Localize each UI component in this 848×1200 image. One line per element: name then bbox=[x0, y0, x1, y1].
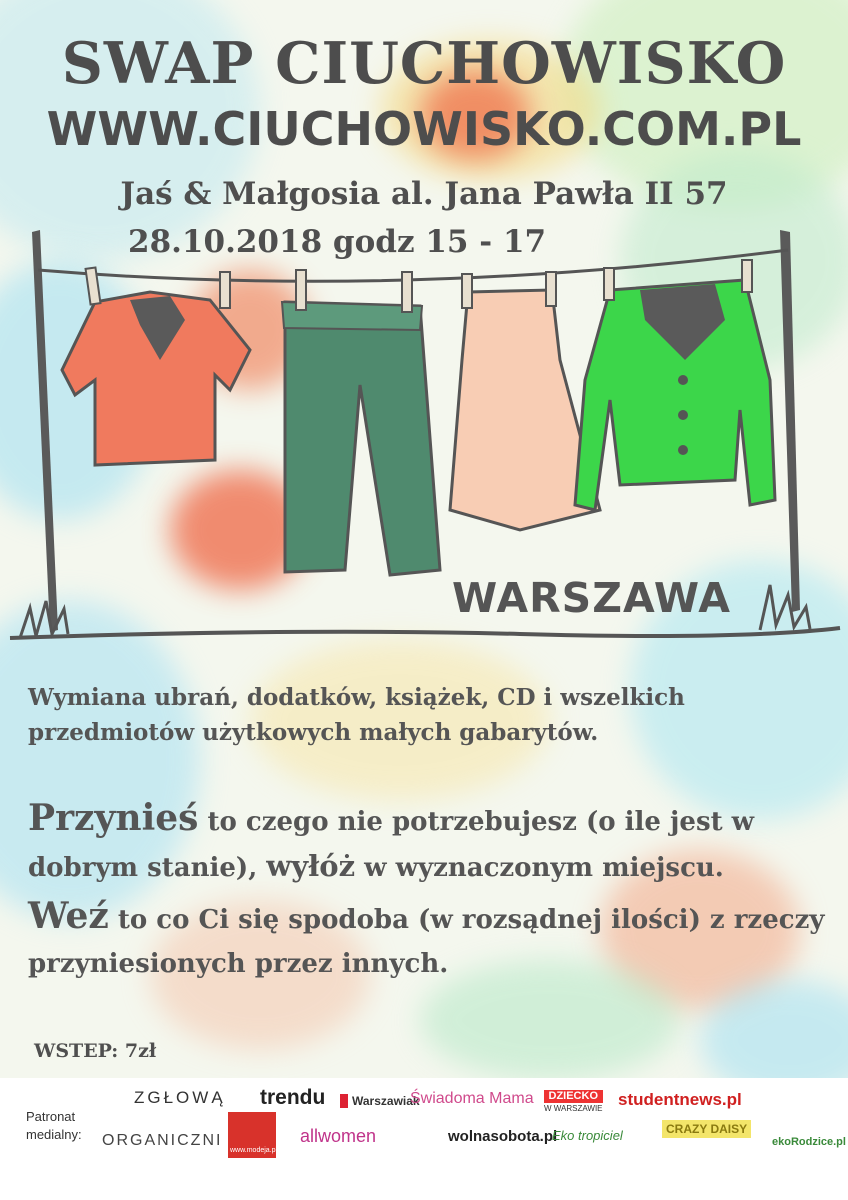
logo-dziecko bbox=[544, 1090, 603, 1114]
green-pants-icon bbox=[282, 270, 440, 575]
poster-title: SWAP CIUCHOWISKO bbox=[61, 30, 787, 97]
logo-ekorodzice: ekoRodzice.pl bbox=[772, 1136, 846, 1148]
logo-dziecko-sub: W WARSZAWIE bbox=[544, 1104, 603, 1113]
rule2-text: to co Ci się spodoba (w rozsądnej ilości) z rzeczy przyniesionych przez innych. bbox=[28, 905, 825, 979]
logo-crazy-daisy: CRAZY DAISY bbox=[662, 1120, 751, 1138]
grass-left-icon bbox=[20, 601, 68, 638]
rule1-keyword2: wyłóż bbox=[266, 849, 356, 883]
entry-fee: WSTEP: 7zł bbox=[34, 1040, 157, 1062]
logo-ekotropiciel: Eko tropiciel bbox=[552, 1128, 623, 1143]
right-pole-icon bbox=[780, 230, 800, 612]
red-shirt-icon bbox=[62, 267, 250, 465]
poster-city: WARSZAWA bbox=[452, 574, 731, 622]
poster-description: Wymiana ubrań, dodatków, książek, CD i wszelkich przedmiotów użytkowych małych gabarytów. bbox=[28, 684, 685, 746]
patronat-label bbox=[26, 1108, 82, 1144]
logo-warszawiak: Warszawiak bbox=[340, 1094, 420, 1108]
ground-line-icon bbox=[10, 628, 840, 638]
logo-zglowa: ZGŁOWĄ bbox=[134, 1088, 226, 1107]
logo-organiczni: ORGANICZNI bbox=[102, 1132, 223, 1149]
logo-trendu: trendu bbox=[260, 1086, 326, 1109]
poster-address: Jaś & Małgosia al. Jana Pawła II 57 bbox=[120, 176, 728, 212]
green-cardigan-icon bbox=[575, 260, 775, 510]
grass-right-icon bbox=[760, 585, 810, 630]
patronat-line2: medialny: bbox=[26, 1127, 82, 1142]
rule2-keyword: Weź bbox=[28, 895, 109, 937]
logo-modeja-text: www.modeja.pl bbox=[230, 1147, 278, 1154]
logo-wolnasobota: wolnasobota.pl bbox=[448, 1128, 558, 1145]
poster-date: 28.10.2018 godz 15 - 17 bbox=[128, 224, 547, 260]
left-pole-icon bbox=[32, 230, 58, 632]
rule1-keyword: Przynieś bbox=[28, 797, 199, 839]
poster-url: WWW.CIUCHOWISKO.COM.PL bbox=[46, 102, 802, 156]
logo-dziecko-main: DZIECKO bbox=[544, 1090, 603, 1103]
rule1-text-b: w wyznaczonym miejscu. bbox=[355, 853, 724, 883]
poster-rules bbox=[28, 796, 828, 986]
logo-studentnews: studentnews.pl bbox=[618, 1090, 742, 1109]
logo-swiadoma-mama: Świadoma Mama bbox=[410, 1090, 534, 1107]
rule1-text-a: to czego nie potrzebujesz (o ile jest w dobrym stanie), bbox=[28, 807, 755, 883]
patronat-line1: Patronat bbox=[26, 1109, 76, 1124]
logo-allwomen: allwomen bbox=[300, 1126, 377, 1146]
